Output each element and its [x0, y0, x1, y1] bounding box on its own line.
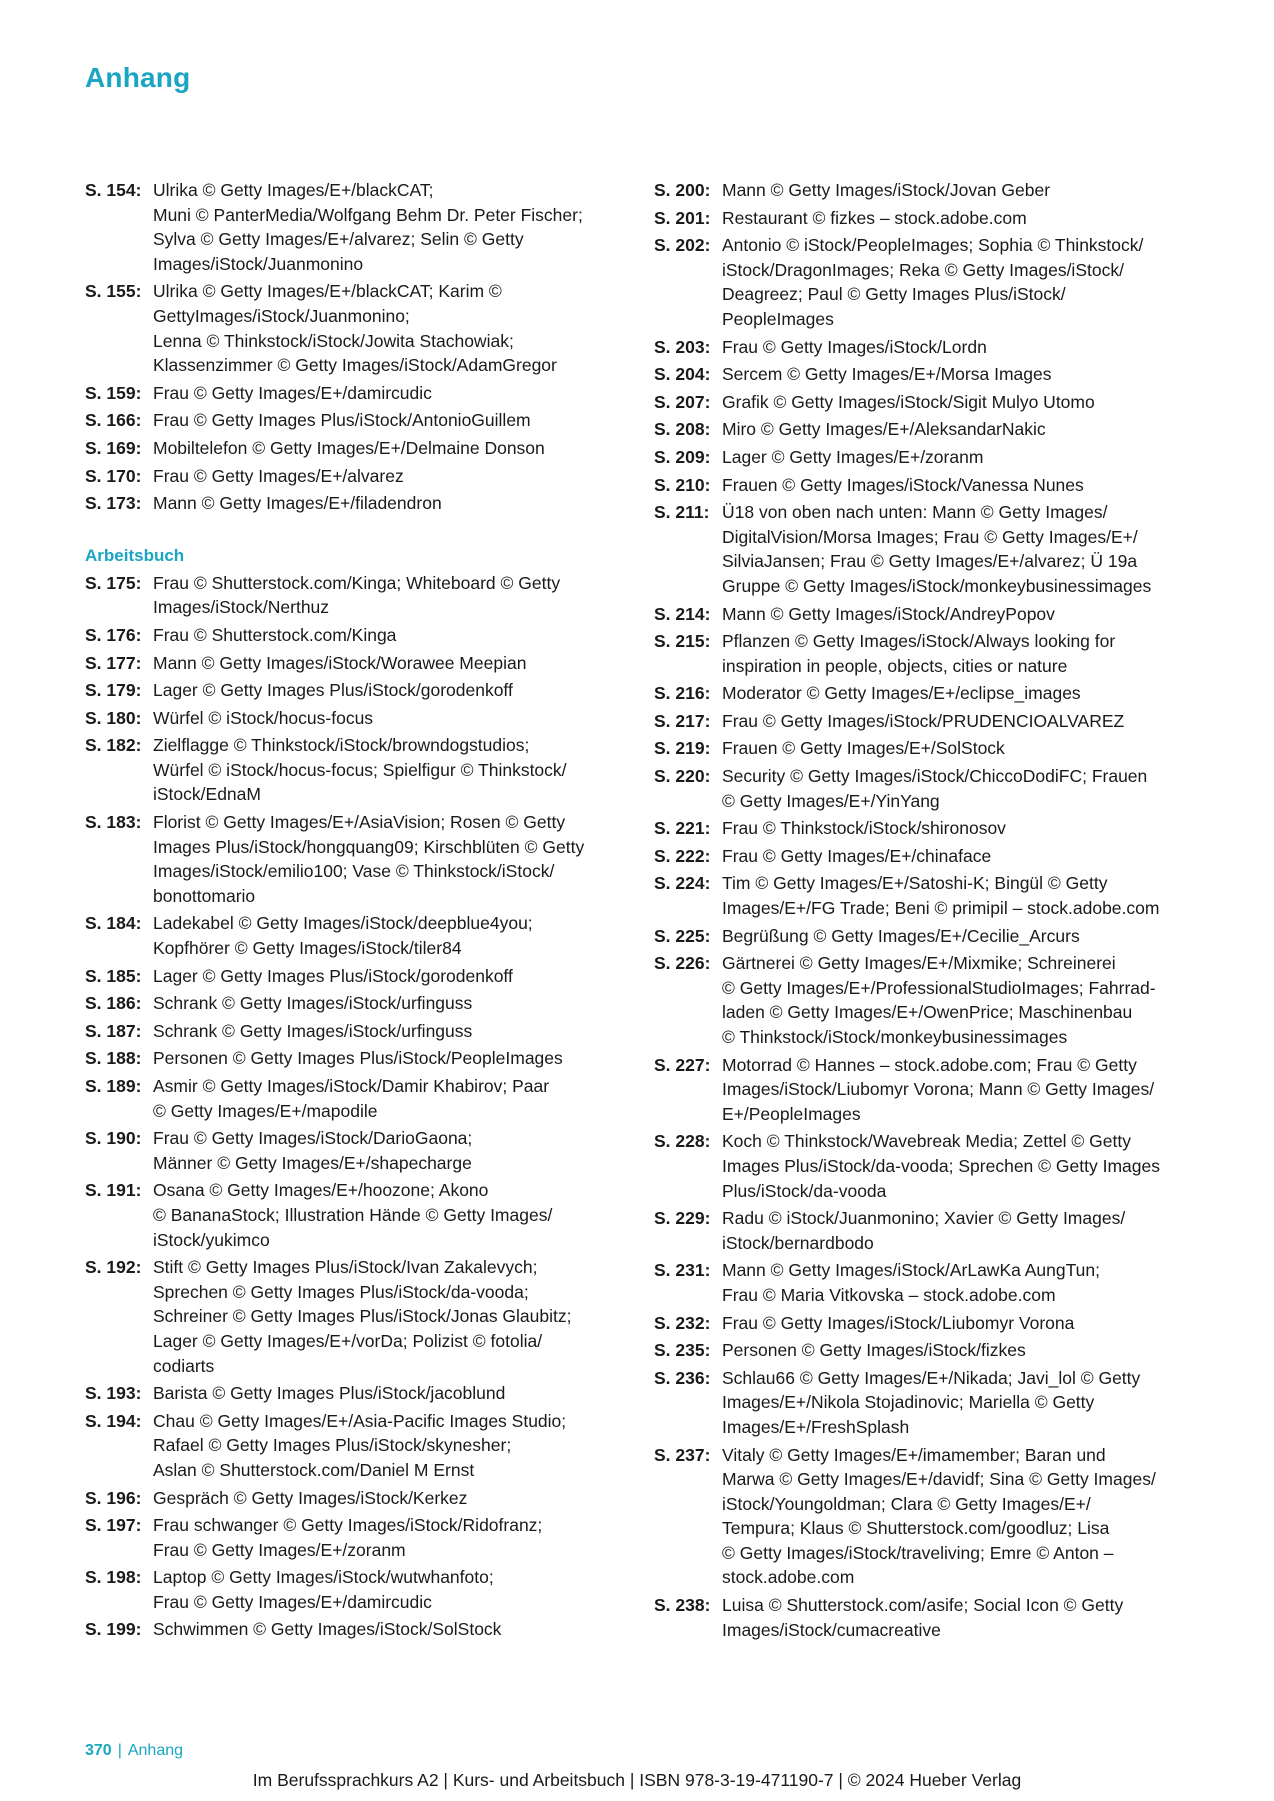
credit-entry [654, 1366, 1199, 1440]
credits-column-right [654, 178, 1199, 1645]
credit-entry [85, 1046, 625, 1071]
credit-entry [85, 178, 625, 276]
credit-text: Luisa © Shutterstock.com/asife; Social Icon © Getty Images/iStock/cumacreative [722, 1595, 1124, 1640]
section-heading-arbeitsbuch: Arbeitsbuch [85, 545, 185, 565]
credit-text: Frau © Getty Images/iStock/Liubomyr Vorona [722, 1312, 1075, 1333]
credit-entry [654, 1206, 1199, 1255]
credit-text: Security © Getty Images/iStock/ChiccoDodiFC; Frauen © Getty Images/E+/YinYang [722, 766, 1148, 811]
credit-entry [85, 733, 625, 807]
credit-entry [85, 464, 625, 489]
credit-page-ref: S. 188: [85, 1048, 142, 1069]
credit-page-ref: S. 175: [85, 572, 142, 593]
page-number: 370 [85, 1742, 112, 1759]
credit-entry [654, 629, 1199, 678]
credit-page-ref: S. 222: [654, 845, 711, 866]
credit-entry [654, 417, 1199, 442]
credit-page-ref: S. 225: [654, 925, 711, 946]
credit-page-ref: S. 154: [85, 180, 142, 200]
credit-entry [85, 1126, 625, 1175]
credit-page-ref: S. 229: [654, 1208, 711, 1229]
credit-entry [654, 1053, 1199, 1127]
credit-page-ref: S. 186: [85, 993, 142, 1014]
credit-text: Lager © Getty Images Plus/iStock/gorodenkoff [153, 965, 513, 986]
credit-entry [85, 1074, 625, 1123]
credit-text: Mann © Getty Images/iStock/AndreyPopov [722, 603, 1055, 624]
credit-text: Mann © Getty Images/E+/filadendron [153, 493, 442, 514]
credit-entry [654, 1311, 1199, 1336]
credit-page-ref: S. 236: [654, 1367, 711, 1388]
credit-entry [654, 178, 1199, 203]
credit-entry [654, 1338, 1199, 1363]
credit-text: Restaurant © fizkes – stock.adobe.com [722, 207, 1027, 228]
credits-list-kursbuch [85, 178, 625, 516]
credit-text: Frau © Getty Images/iStock/PRUDENCIOALVAREZ [722, 710, 1125, 731]
credit-page-ref: S. 187: [85, 1020, 142, 1041]
credit-entry [85, 571, 625, 620]
credit-text: Frau © Getty Images/iStock/DarioGaona; Männer © Getty Images/E+/shapecharge [153, 1128, 473, 1173]
credit-text: Sercem © Getty Images/E+/Morsa Images [722, 364, 1052, 385]
credit-entry [85, 810, 625, 908]
credit-page-ref: S. 221: [654, 818, 711, 839]
credit-entry [85, 706, 625, 731]
credit-page-ref: S. 228: [654, 1131, 711, 1152]
credit-page-ref: S. 170: [85, 465, 142, 486]
credit-entry [654, 1443, 1199, 1591]
credit-entry [654, 816, 1199, 841]
credit-page-ref: S. 211: [654, 502, 710, 523]
credit-text: Osana © Getty Images/E+/hoozone; Akono © BananaStock; Illustration Hände © Getty Images/ iStock/yukimco [153, 1180, 553, 1250]
credit-entry [85, 1019, 625, 1044]
credit-page-ref: S. 210: [654, 474, 711, 495]
credit-text: Personen © Getty Images/iStock/fizkes [722, 1340, 1026, 1361]
credit-text: Lager © Getty Images Plus/iStock/gorodenkoff [153, 680, 513, 701]
credit-page-ref: S. 199: [85, 1619, 142, 1640]
credit-page-ref: S. 209: [654, 446, 711, 467]
credit-text: Ulrika © Getty Images/E+/blackCAT; Muni © PanterMedia/Wolfgang Behm Dr. Peter Fischer; Sylva © Getty Images/E+/alvarez; Selin © Getty Images/iStock/Juanmonino [153, 180, 583, 274]
credit-text: Mann © Getty Images/iStock/ArLawKa AungTun; Frau © Maria Vitkovska – stock.adobe.com [722, 1260, 1100, 1305]
credit-page-ref: S. 182: [85, 735, 142, 756]
credit-page-ref: S. 183: [85, 812, 142, 833]
credit-text: Motorrad © Hannes – stock.adobe.com; Frau © Getty Images/iStock/Liubomyr Vorona; Mann © Getty Images/ E+/PeopleImages [722, 1054, 1155, 1124]
credit-page-ref: S. 176: [85, 624, 142, 645]
credit-page-ref: S. 194: [85, 1410, 142, 1431]
page-title: Anhang [85, 62, 191, 93]
credit-page-ref: S. 227: [654, 1054, 711, 1075]
credit-entry [654, 1129, 1199, 1203]
credit-entry [654, 233, 1199, 331]
credit-text: Mann © Getty Images/iStock/Worawee Meepian [153, 652, 527, 673]
credit-page-ref: S. 224: [654, 873, 711, 894]
credit-page-ref: S. 177: [85, 652, 142, 673]
credit-entry [85, 964, 625, 989]
credit-entry [654, 473, 1199, 498]
credit-text: Stift © Getty Images Plus/iStock/Ivan Zakalevych; Sprechen © Getty Images Plus/iStock/da-vooda; Schreiner © Getty Images Plus/iStock/Jonas Glaubitz; Lager © Getty Images/E+/vorDa; Polizist © fotolia/ codiarts [153, 1257, 572, 1376]
credit-page-ref: S. 237: [654, 1444, 711, 1465]
credit-entry [85, 1565, 625, 1614]
credit-page-ref: S. 214: [654, 603, 711, 624]
credit-text: Schwimmen © Getty Images/iStock/SolStock [153, 1619, 502, 1640]
credit-text: Frau © Getty Images/iStock/Lordn [722, 336, 987, 357]
credit-page-ref: S. 200: [654, 180, 711, 200]
credit-text: Ü18 von oben nach unten: Mann © Getty Images/ DigitalVision/Morsa Images; Frau © Getty Images/E+/ SilviaJansen; Frau © Getty Images/E+/alvarez; Ü 19a Gruppe © Getty Images/iStock/monkeybusinessimages [722, 502, 1152, 596]
credit-page-ref: S. 192: [85, 1257, 142, 1278]
credit-page-ref: S. 216: [654, 683, 711, 704]
credit-entry [85, 408, 625, 433]
credit-page-ref: S. 231: [654, 1260, 711, 1281]
credit-text: Schrank © Getty Images/iStock/urfinguss [153, 993, 473, 1014]
credit-entry [85, 491, 625, 516]
credit-entry [654, 844, 1199, 869]
credit-text: Frau © Getty Images Plus/iStock/AntonioGuillem [153, 410, 531, 431]
credit-entry [85, 279, 625, 377]
credit-text: Begrüßung © Getty Images/E+/Cecilie_Arcurs [722, 925, 1080, 946]
credit-entry [654, 1593, 1199, 1642]
credit-entry [654, 362, 1199, 387]
credit-text: Frauen © Getty Images/iStock/Vanessa Nunes [722, 474, 1084, 495]
credit-entry [654, 1258, 1199, 1307]
credit-text: Schrank © Getty Images/iStock/urfinguss [153, 1020, 473, 1041]
credit-text: Vitaly © Getty Images/E+/imamember; Baran und Marwa © Getty Images/E+/davidf; Sina © Getty Images/ iStock/Youngoldman; Clara © Getty Images/E+/ Tempura; Klaus © Shutterstock.com/goodluz; Lisa © Getty Images/iStock/traveliving; Emre © Anton – stock.adobe.com [722, 1444, 1156, 1588]
credit-text: Florist © Getty Images/E+/AsiaVision; Rosen © Getty Images Plus/iStock/hongquang09; Kirschblüten © Getty Images/iStock/emilio100; Vase © Thinkstock/iStock/ bonottomario [153, 812, 585, 906]
credit-page-ref: S. 207: [654, 391, 711, 412]
credit-page-ref: S. 190: [85, 1128, 142, 1149]
credit-entry [654, 390, 1199, 415]
credit-page-ref: S. 189: [85, 1076, 142, 1096]
footer-page-label [85, 1742, 183, 1760]
credit-page-ref: S. 185: [85, 965, 142, 986]
footer-separator: | [117, 1742, 122, 1759]
credit-text: Laptop © Getty Images/iStock/wutwhanfoto; Frau © Getty Images/E+/damircudic [153, 1567, 494, 1612]
credit-entry [85, 1513, 625, 1562]
credit-entry [654, 736, 1199, 761]
credit-text: Frau © Thinkstock/iStock/shironosov [722, 818, 1006, 839]
credit-text: Frau schwanger © Getty Images/iStock/Ridofranz; Frau © Getty Images/E+/zoranm [153, 1515, 543, 1560]
credit-page-ref: S. 159: [85, 382, 142, 403]
credit-text: Würfel © iStock/hocus-focus [153, 707, 374, 728]
credit-page-ref: S. 198: [85, 1567, 142, 1588]
credit-page-ref: S. 155: [85, 281, 142, 302]
credit-entry [85, 381, 625, 406]
credit-page-ref: S. 202: [654, 235, 711, 256]
credit-page-ref: S. 166: [85, 410, 142, 431]
credit-page-ref: S. 235: [654, 1340, 711, 1361]
credit-entry [85, 1486, 625, 1511]
credits-list-arbeitsbuch [85, 571, 625, 1642]
credit-entry [85, 1381, 625, 1406]
credit-text: Gärtnerei © Getty Images/E+/Mixmike; Schreinerei © Getty Images/E+/ProfessionalStudioImages; Fahrrad- laden © Getty Images/E+/OwenPrice; Maschinenbau © Thinkstock/iStock/monkeybusinessimages [722, 953, 1156, 1047]
credit-entry [85, 678, 625, 703]
credit-entry [85, 911, 625, 960]
credit-page-ref: S. 220: [654, 766, 711, 787]
credit-entry [654, 951, 1199, 1049]
credit-text: Schlau66 © Getty Images/E+/Nikada; Javi_lol © Getty Images/E+/Nikola Stojadinovic; Mariella © Getty Images/E+/FreshSplash [722, 1367, 1141, 1437]
credit-page-ref: S. 169: [85, 437, 142, 458]
credit-text: Radu © iStock/Juanmonino; Xavier © Getty Images/ iStock/bernardbodo [722, 1208, 1126, 1253]
credit-page-ref: S. 238: [654, 1595, 711, 1616]
credit-entry [654, 871, 1199, 920]
credits-list-right [654, 178, 1199, 1642]
credit-page-ref: S. 208: [654, 419, 711, 440]
credit-text: Frau © Shutterstock.com/Kinga; Whiteboard © Getty Images/iStock/Nerthuz [153, 572, 561, 618]
credit-entry [654, 445, 1199, 470]
credit-entry [85, 1255, 625, 1378]
credit-text: Ladekabel © Getty Images/iStock/deepblue4you; Kopfhörer © Getty Images/iStock/tiler84 [153, 913, 533, 959]
credit-entry [654, 709, 1199, 734]
credit-page-ref: S. 184: [85, 913, 142, 934]
credit-text: Moderator © Getty Images/E+/eclipse_images [722, 683, 1081, 704]
credit-entry [654, 681, 1199, 706]
credit-entry [654, 924, 1199, 949]
credit-text: Tim © Getty Images/E+/Satoshi-K; Bingül © Getty Images/E+/FG Trade; Beni © primipil – stock.adobe.com [722, 873, 1160, 919]
footer-section: Anhang [127, 1742, 184, 1759]
credit-entry [85, 436, 625, 461]
credit-text: Frau © Getty Images/E+/damircudic [153, 382, 432, 403]
credit-page-ref: S. 197: [85, 1515, 142, 1536]
credit-entry [654, 764, 1199, 813]
credit-page-ref: S. 203: [654, 336, 711, 357]
credit-entry [85, 1178, 625, 1252]
credit-text: Frau © Getty Images/E+/chinaface [722, 845, 992, 866]
credit-text: Miro © Getty Images/E+/AleksandarNakic [722, 419, 1046, 440]
credit-text: Barista © Getty Images Plus/iStock/jacoblund [153, 1383, 506, 1404]
credit-text: Koch © Thinkstock/Wavebreak Media; Zettel © Getty Images Plus/iStock/da-vooda; Sprechen © Getty Images Plus/iStock/da-vooda [722, 1131, 1160, 1201]
credit-entry [85, 1409, 625, 1483]
credit-page-ref: S. 232: [654, 1312, 711, 1333]
credit-entry [85, 1617, 625, 1642]
credit-text: Zielflagge © Thinkstock/iStock/browndogstudios; Würfel © iStock/hocus-focus; Spielfigur © Thinkstock/ iStock/EdnaM [153, 735, 567, 805]
credit-page-ref: S. 215: [654, 631, 711, 652]
credit-text: Mann © Getty Images/iStock/Jovan Geber [722, 180, 1051, 200]
credit-page-ref: S. 180: [85, 707, 142, 728]
credit-text: Lager © Getty Images/E+/zoranm [722, 446, 984, 467]
credit-text: Chau © Getty Images/E+/Asia-Pacific Images Studio; Rafael © Getty Images Plus/iStock/skynesher; Aslan © Shutterstock.com/Daniel M Ernst [153, 1410, 567, 1480]
credit-page-ref: S. 219: [654, 738, 711, 759]
credit-page-ref: S. 179: [85, 680, 142, 701]
credit-text: Pflanzen © Getty Images/iStock/Always looking for inspiration in people, objects, cities or nature [722, 631, 1116, 676]
credits-column-left [85, 178, 625, 1645]
credit-text: Frau © Shutterstock.com/Kinga [153, 624, 397, 645]
credit-text: Antonio © iStock/PeopleImages; Sophia © Thinkstock/ iStock/DragonImages; Reka © Getty Images/iStock/ Deagreez; Paul © Getty Images Plus/iStock/ PeopleImages [722, 235, 1144, 329]
credit-text: Ulrika © Getty Images/E+/blackCAT; Karim © GettyImages/iStock/Juanmonino; Lenna © Thinkstock/iStock/Jowita Stachowiak; Klassenzimmer © Getty Images/iStock/AdamGregor [153, 281, 557, 376]
credit-page-ref: S. 173: [85, 493, 142, 514]
credit-entry [85, 651, 625, 676]
credit-page-ref: S. 204: [654, 364, 711, 385]
credit-text: Gespräch © Getty Images/iStock/Kerkez [153, 1487, 468, 1508]
credit-page-ref: S. 226: [654, 953, 711, 974]
credit-entry [85, 991, 625, 1016]
credit-entry [654, 602, 1199, 627]
credit-text: Frau © Getty Images/E+/alvarez [153, 465, 404, 486]
credit-page-ref: S. 191: [85, 1180, 142, 1201]
credit-page-ref: S. 201: [654, 207, 711, 228]
credit-text: Frauen © Getty Images/E+/SolStock [722, 738, 1005, 759]
credit-page-ref: S. 217: [654, 710, 711, 731]
credit-entry [654, 500, 1199, 598]
credit-text: Asmir © Getty Images/iStock/Damir Khabirov; Paar © Getty Images/E+/mapodile [153, 1076, 550, 1121]
credit-entry [654, 335, 1199, 360]
footer-imprint: Im Berufssprachkurs A2 | Kurs- und Arbeitsbuch | ISBN 978-3-19-471190-7 | © 2024 Hueber Verlag [252, 1770, 1022, 1790]
credit-entry [654, 206, 1199, 231]
credit-page-ref: S. 193: [85, 1383, 142, 1404]
credit-text: Grafik © Getty Images/iStock/Sigit Mulyo Utomo [722, 391, 1095, 412]
credit-entry [85, 623, 625, 648]
credit-page-ref: S. 196: [85, 1487, 142, 1508]
credit-text: Mobiltelefon © Getty Images/E+/Delmaine Donson [153, 437, 545, 458]
credit-text: Personen © Getty Images Plus/iStock/PeopleImages [153, 1048, 563, 1069]
